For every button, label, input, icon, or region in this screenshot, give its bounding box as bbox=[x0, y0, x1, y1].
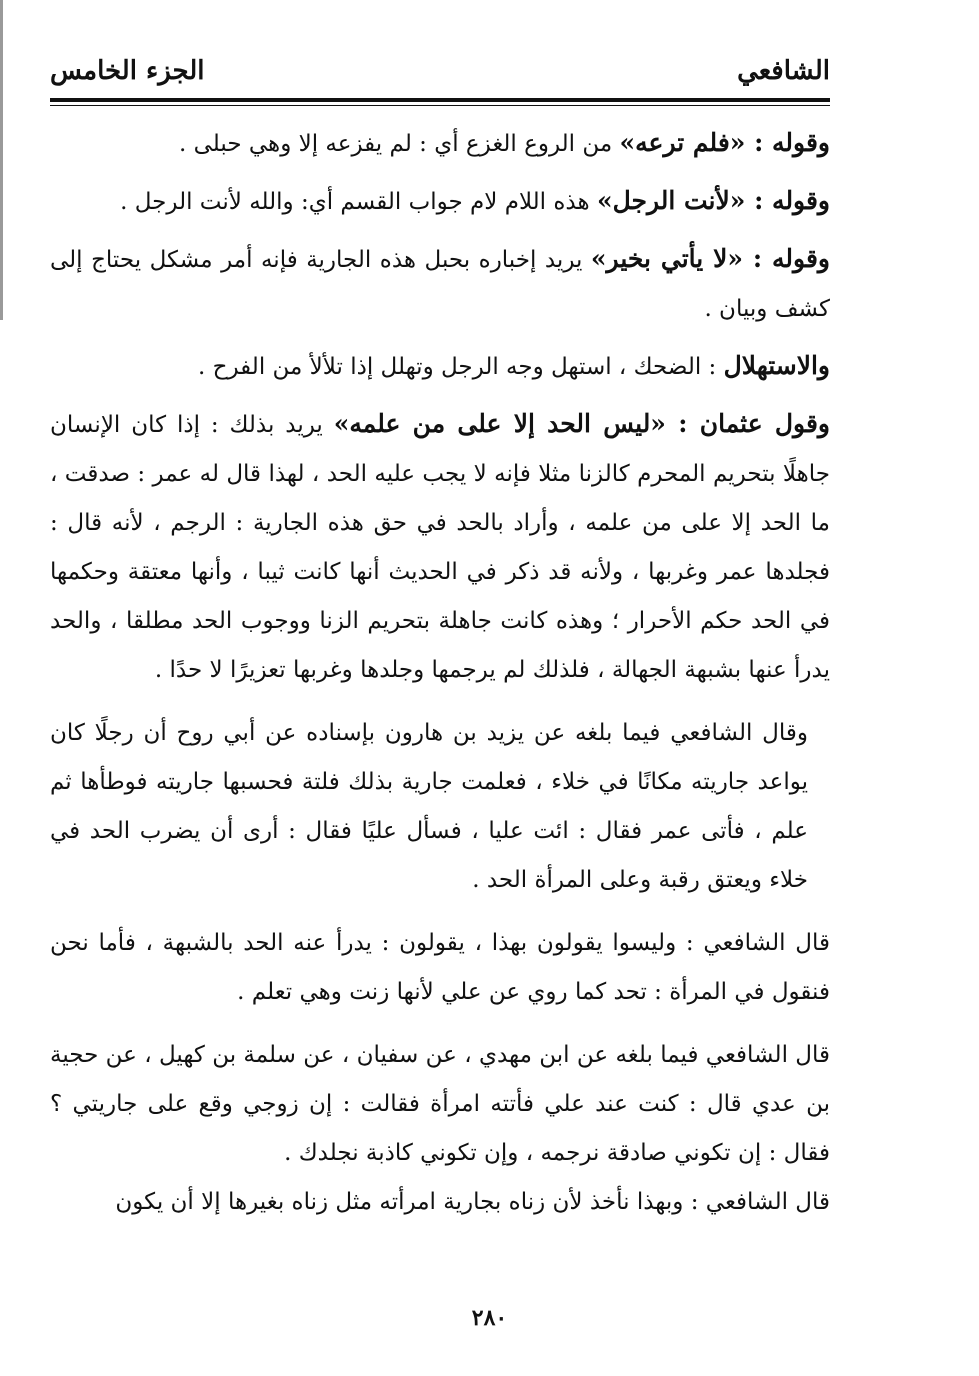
gloss-text: : الضحك ، استهل وجه الرجل وتهلل إذا تلألأ من الفرح . bbox=[198, 354, 724, 380]
scan-edge bbox=[0, 0, 3, 320]
gloss-entry bbox=[50, 118, 830, 169]
page-number: ٢٨٠ bbox=[471, 1305, 508, 1331]
gloss-term: وقوله : «لأنت الرجل» bbox=[596, 186, 830, 215]
gloss-term: وقوله : «لا يأتي بخير» bbox=[590, 244, 830, 273]
gloss-entry bbox=[50, 176, 830, 227]
body-paragraph: قال الشافعي : وبهذا نأخذ لأن زناه بجارية امرأته مثل زناه بغيرها إلا أن يكون bbox=[115, 1189, 830, 1215]
body-paragraph: وقال الشافعي فيما بلغه عن يزيد بن هارون بإسناده عن أبي روح أن رجلًا كان يواعد جاريته مكانًا في خلاء ، فعلمت جارية بذلك فلتة فحسبها جاريته فوطأها ثم علم ، فأتى عمر فقال : ائت عليا ، فسأل عليًا فقال : أرى أن يضرب الحد في خلاء ويعتق رقبة وعلى المرأة الحد . bbox=[50, 720, 808, 893]
running-header bbox=[50, 56, 830, 96]
header-rule-thick bbox=[50, 98, 830, 102]
body-paragraph: قال الشافعي : وليسوا يقولون بهذا ، يقولون : يدرأ عنه الحد بالشبهة ، فأما نحن فنقول في المرأة : تحد كما روي عن علي لأنها زنت وهي تعلم . bbox=[50, 930, 830, 1005]
gloss-text: يريد إخباره بحبل هذه الجارية فإنه أمر مشكل يحتاج إلى كشف وبيان . bbox=[50, 247, 830, 322]
gloss-term: والاستهلال bbox=[723, 351, 830, 380]
body-paragraph: قال الشافعي فيما بلغه عن ابن مهدي ، عن سفيان ، عن سلمة بن كهيل ، عن حجية بن عدي قال : كنت عند علي فأتته امرأة فقالت : إن زوجي وقع على جاريتي ؟ فقال : إن تكوني صادقة نرجمه ، وإن تكوني كاذبة نجلدك . bbox=[50, 1042, 830, 1166]
gloss-text: يريد بذلك : إذا كان الإنسان جاهلًا بتحريم المحرم كالزنا مثلا فإنه لا يجب عليه الحد ، لهذا قال له عمر : صدقت ، ما الحد إلا على من علمه ، وأراد بالحد في حق هذه الجارية : الرجم ، لأنه قال : فجلدها عمر وغربها ، ولأنه قد ذكر في الحديث أنها كانت ثيبا ، وأنها معتقة وحكمها في الحد حكم الأحرار ؛ وهذه كانت جاهلة بتحريم الزنا ووجوب الحد مطلقا ، والحد يدرأ عنها بشبهة الجهالة ، فلذلك لم يرجمها وجلدها وغربها تعزيرًا لا حدًا . bbox=[50, 412, 830, 683]
page-body bbox=[50, 118, 830, 1227]
header-volume-title: الجزء الخامس bbox=[50, 56, 205, 86]
gloss-term: وقوله : «فلم ترعه» bbox=[619, 128, 830, 157]
gloss-text: هذه اللام لام جواب القسم أي: والله لأنت الرجل . bbox=[120, 189, 597, 215]
header-rule-thin bbox=[50, 105, 830, 106]
gloss-text: من الروع الغزع أي : لم يفزعه إلا وهي حبلى . bbox=[179, 131, 620, 157]
gloss-term: وقول عثمان : «ليس الحد إلا على من علمه» bbox=[333, 409, 830, 438]
gloss-entry bbox=[50, 399, 830, 695]
header-book-title: الشافعي bbox=[737, 56, 830, 86]
gloss-entry bbox=[50, 341, 830, 392]
gloss-entry bbox=[50, 234, 830, 334]
